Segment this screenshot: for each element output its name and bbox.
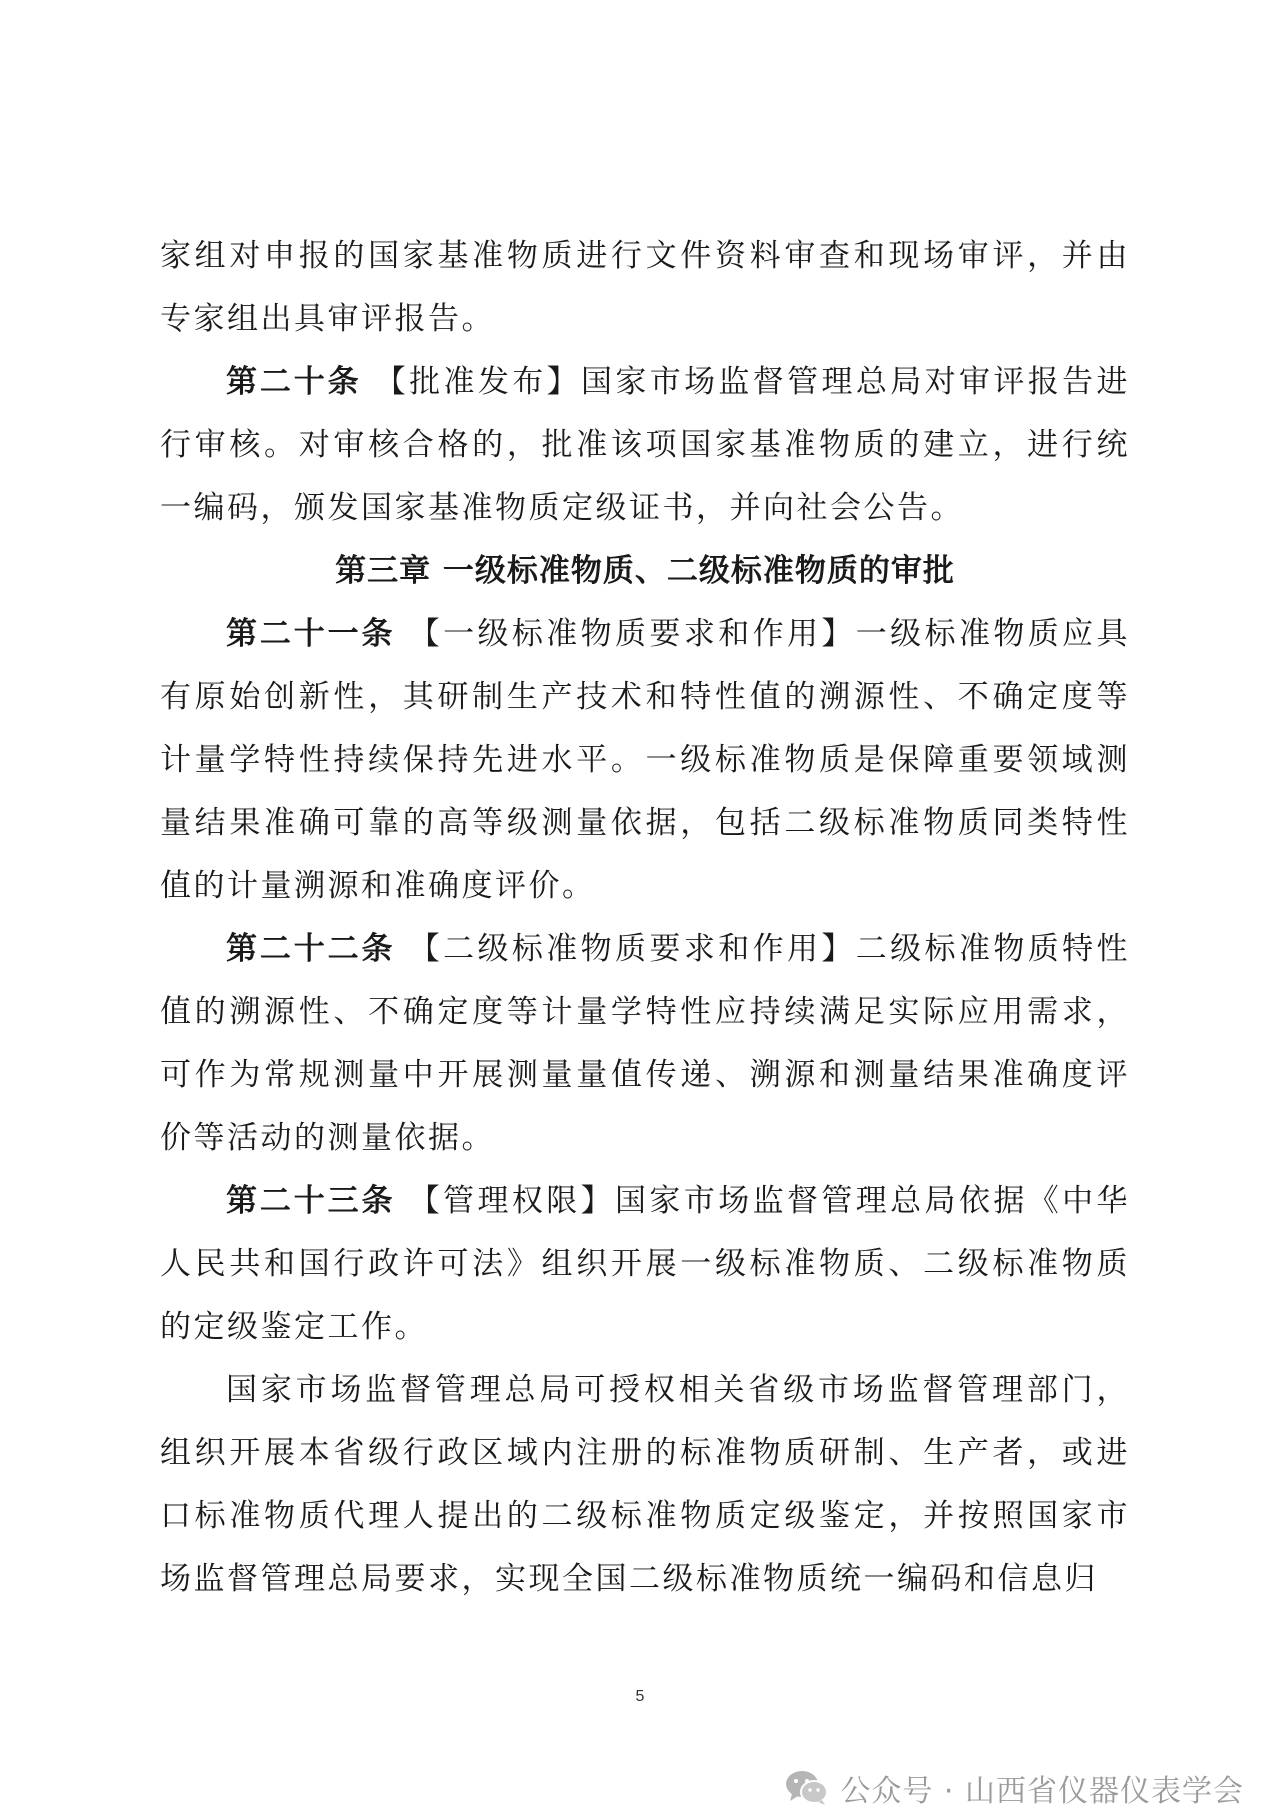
chapter-heading: 第三章 一级标准物质、二级标准物质的审批 bbox=[335, 553, 955, 589]
body-text bbox=[160, 225, 1130, 1611]
article-number: 第二十三条 bbox=[226, 1183, 396, 1219]
paragraph-authorization bbox=[160, 1359, 1130, 1611]
watermark-text: 公众号 · 山西省仪器仪表学会 bbox=[840, 1774, 1244, 1809]
article-title: 【批准发布】 bbox=[374, 364, 581, 400]
article-number: 第二十二条 bbox=[226, 931, 396, 967]
article-21 bbox=[160, 603, 1130, 918]
article-number: 第二十一条 bbox=[226, 616, 396, 652]
paragraph-text: 国家市场监督管理总局可授权相关省级市场监督管理部门，组织开展本省级行政区域内注册的标准物质研制、生产者，或进口标准物质代理人提出的二级标准物质定级鉴定，并按照国家市场监督管理总局要求，实现全国二级标准物质统一编码和信息归 bbox=[160, 1372, 1130, 1597]
article-20 bbox=[160, 351, 1130, 540]
paragraph-continuation bbox=[160, 225, 1130, 351]
account-watermark bbox=[784, 1766, 1244, 1810]
article-title: 【一级标准物质要求和作用】 bbox=[408, 616, 856, 652]
article-text: 国家市场监督管理总局对审评报告进行审核。对审核合格的，批准该项国家基准物质的建立，进行统一编码，颁发国家基准物质定级证书，并向社会公告。 bbox=[160, 364, 1131, 526]
article-23 bbox=[160, 1170, 1130, 1359]
article-title: 【管理权限】 bbox=[408, 1183, 616, 1219]
paragraph-text: 家组对申报的国家基准物质进行文件资料审查和现场审评，并由专家组出具审评报告。 bbox=[160, 238, 1130, 337]
article-22 bbox=[160, 918, 1130, 1170]
article-text: 国家市场监督管理总局依据《中华人民共和国行政许可法》组织开展一级标准物质、二级标准物质的定级鉴定工作。 bbox=[160, 1183, 1131, 1345]
article-number: 第二十条 bbox=[226, 364, 362, 400]
article-text: 一级标准物质应具有原始创新性，其研制生产技术和特性值的溯源性、不确定度等计量学特性持续保持先进水平。一级标准物质是保障重要领域测量结果准确可靠的高等级测量依据，包括二级标准物质同类特性值的计量溯源和准确度评价。 bbox=[160, 616, 1131, 904]
article-text: 二级标准物质特性值的溯源性、不确定度等计量学特性应持续满足实际应用需求，可作为常规测量中开展测量量值传递、溯源和测量结果准确度评价等活动的测量依据。 bbox=[160, 931, 1131, 1156]
page-number: 5 bbox=[635, 1688, 645, 1705]
wechat-icon bbox=[784, 1769, 830, 1807]
article-title: 【二级标准物质要求和作用】 bbox=[408, 931, 856, 967]
